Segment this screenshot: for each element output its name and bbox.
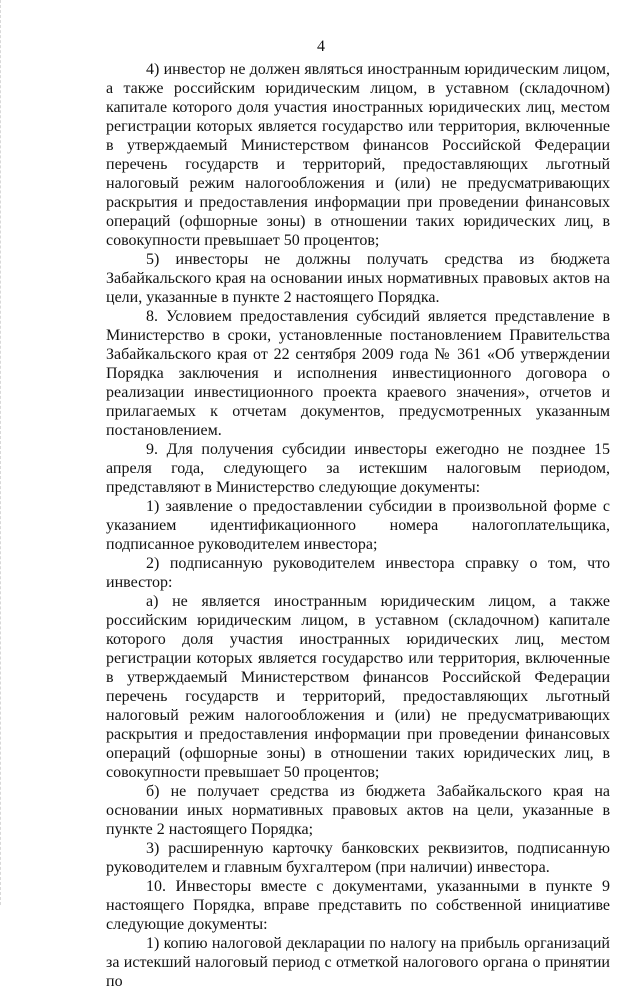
paragraph-9-2-certificate: 2) подписанную руководителем инвестора справку о том, что инвестор:: [106, 555, 610, 591]
paragraph-9-1-application: 1) заявление о предоставлении субсидии в произвольной форме с указанием идентификационного номера налогоплательщика, подписанное руководителем инвестора;: [106, 498, 610, 553]
paragraph-5-budget-funds: 5) инвесторы не должны получать средства из бюджета Забайкальского края на основании иных нормативных правовых актов на цели, указанные в пункте 2 настоящего Порядка.: [106, 251, 610, 306]
paragraph-4-foreign-entity: 4) инвестор не должен являться иностранным юридическим лицом, а также российским юридическим лицом, в уставном (складочном) капитале которого доля участия иностранных юридических лиц, местом регистрации которых является государство или территория, включенные в утверждаемый Министерством финансов Российской Федерации перечень государств и территорий, предоставляющих льготный налоговый режим налогообложения и (или) не предусматривающих раскрытия и предоставления информации при проведении финансовых операций (офшорные зоны) в отношении таких юридических лиц, в совокупности превышает 50 процентов;: [106, 61, 610, 249]
paragraph-10-optional-documents: 10. Инвесторы вместе с документами, указанными в пункте 9 настоящего Порядка, вправе представить по собственной инициативе следующие документы:: [106, 878, 610, 933]
page-number: 4: [317, 38, 325, 55]
paragraph-8-subsidy-condition: 8. Условием предоставления субсидий является представление в Министерство в сроки, установленные постановлением Правительства Забайкальского края от 22 сентября 2009 года № 361 «Об утверждении Порядка заключения и исполнения инвестиционного договора о реализации инвестиционного проекта краевого значения», отчетов и прилагаемых к отчетам документов, предусмотренных указанным постановлением.: [106, 308, 610, 439]
paragraph-9-3-bank-card: 3) расширенную карточку банковских реквизитов, подписанную руководителем и главным бухгалтером (при наличии) инвестора.: [106, 840, 610, 876]
paragraph-9-2b-no-budget-funds: б) не получает средства из бюджета Забайкальского края на основании иных нормативных правовых актов на цели, указанные в пункте 2 настоящего Порядка;: [106, 783, 610, 838]
paragraph-9-documents-required: 9. Для получения субсидии инвесторы ежегодно не позднее 15 апреля года, следующего за истекшим налоговым периодом, представляют в Министерство следующие документы:: [106, 441, 610, 496]
paragraph-10-1-tax-declaration: 1) копию налоговой декларации по налогу на прибыль организаций за истекший налоговый период с отметкой налогового органа о принятии по: [106, 935, 610, 990]
document-body: [106, 60, 610, 991]
paragraph-9-2a-not-foreign: а) не является иностранным юридическим лицом, а также российским юридическим лицом, в уставном (складочном) капитале которого доля участия иностранных юридических лиц, местом регистрации которых является государство или территория, включенные в утверждаемый Министерством финансов Российской Федерации перечень государств и территорий, предоставляющих льготный налоговый режим налогообложения и (или) не предусматривающих раскрытия и предоставления информации при проведении финансовых операций (офшорные зоны) в отношении таких юридических лиц, в совокупности превышает 50 процентов;: [106, 593, 610, 781]
